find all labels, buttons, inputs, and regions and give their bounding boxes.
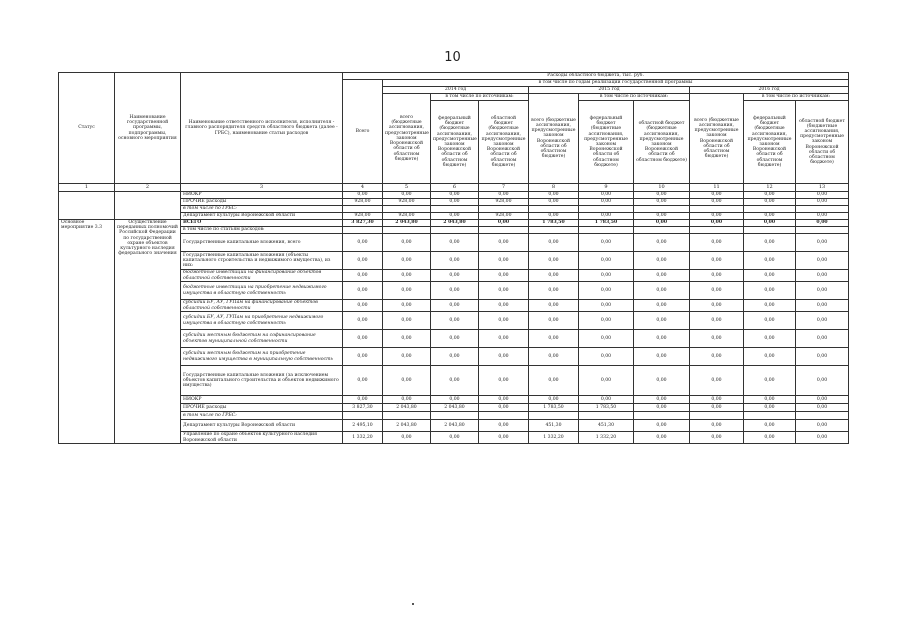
- row-value: 0,00: [690, 366, 744, 396]
- header-col-federal-2016: федеральный бюджет (бюджетные ассигнования, предусмотренные законом Воронежской области об областном бюджете): [744, 101, 796, 184]
- row-value: 0,00: [383, 282, 431, 300]
- row-value: 0,00: [479, 270, 529, 282]
- column-number: 2: [115, 184, 181, 192]
- row-value: [343, 227, 383, 234]
- header-col-regional-2015: областной бюджет (бюджетные ассигнования, предусмотренные законом Воронежской области об областном бюджете): [634, 101, 690, 184]
- row-value: [690, 412, 744, 420]
- row-value: 0,00: [796, 404, 849, 412]
- row-value: 0,00: [479, 192, 529, 199]
- table-row: [59, 220, 849, 227]
- row-value: 0,00: [383, 312, 431, 330]
- row-value: 0,00: [796, 348, 849, 366]
- row-value: 0,00: [383, 270, 431, 282]
- row-value: [796, 206, 849, 213]
- row-value: [479, 412, 529, 420]
- row-value: 0,00: [796, 192, 849, 199]
- row-value: 0,00: [690, 312, 744, 330]
- row-value: 0,00: [343, 234, 383, 252]
- row-value: 0,00: [744, 213, 796, 220]
- row-value: 0,00: [529, 330, 579, 348]
- column-number: 4: [343, 184, 383, 192]
- row-value: 0,00: [579, 252, 634, 270]
- row-value: 451,30: [579, 420, 634, 432]
- row-value: 2 495,10: [343, 420, 383, 432]
- row-value: 0,00: [343, 348, 383, 366]
- row-value: 0,00: [796, 432, 849, 444]
- row-value: 928,00: [383, 213, 431, 220]
- row-value: 1 332,20: [529, 432, 579, 444]
- header-col-regional-2014: областной бюджет (бюджетные ассигнования, предусмотренные законом Воронежской области об областном бюджете): [479, 101, 529, 184]
- row-value: 0,00: [744, 252, 796, 270]
- row-value: 0,00: [634, 366, 690, 396]
- row-value: 0,00: [744, 312, 796, 330]
- row-label: субсидии местным бюджетам на софинансирование объектов муниципальной собственности: [181, 330, 343, 348]
- row-value: [343, 206, 383, 213]
- row-value: 0,00: [634, 404, 690, 412]
- row-value: 0,00: [690, 199, 744, 206]
- row-value: 0,00: [383, 234, 431, 252]
- row-value: 0,00: [383, 192, 431, 199]
- row-value: 0,00: [579, 366, 634, 396]
- header-col-federal-2014: федеральный бюджет (бюджетные ассигнования, предусмотренные законом Воронежской области об областном бюджете): [431, 101, 479, 184]
- row-value: [343, 412, 383, 420]
- row-value: [383, 227, 431, 234]
- row-value: 0,00: [529, 192, 579, 199]
- row-value: [479, 227, 529, 234]
- row-value: 0,00: [579, 282, 634, 300]
- row-value: 0,00: [634, 300, 690, 312]
- header-col-all-2014: всего (бюджетные ассигнования, предусмотренные законом Воронежской области об областном бюджете): [383, 94, 431, 184]
- row-value: 0,00: [383, 348, 431, 366]
- row-label: Государственные капитальные вложения, всего: [181, 234, 343, 252]
- row-value: 0,00: [579, 192, 634, 199]
- column-number: 5: [383, 184, 431, 192]
- expenses-table: [58, 72, 849, 444]
- row-value: 0,00: [383, 432, 431, 444]
- row-value: 0,00: [634, 312, 690, 330]
- row-value: 0,00: [529, 252, 579, 270]
- column-number: 7: [479, 184, 529, 192]
- row-value: 0,00: [796, 199, 849, 206]
- row-value: 0,00: [479, 300, 529, 312]
- row-value: [529, 412, 579, 420]
- row-value: 0,00: [690, 420, 744, 432]
- row-value: [744, 412, 796, 420]
- row-value: 0,00: [343, 270, 383, 282]
- row-value: 0,00: [796, 220, 849, 227]
- row-label: НИОКР: [181, 396, 343, 404]
- row-value: 0,00: [744, 432, 796, 444]
- row-value: 0,00: [479, 348, 529, 366]
- row-value: 0,00: [343, 252, 383, 270]
- row-value: 0,00: [529, 270, 579, 282]
- row-value: 0,00: [744, 234, 796, 252]
- row-value: 0,00: [634, 330, 690, 348]
- row-value: 1 783,50: [529, 404, 579, 412]
- row-value: 0,00: [383, 396, 431, 404]
- row-value: [431, 206, 479, 213]
- row-value: 0,00: [579, 312, 634, 330]
- row-value: 0,00: [431, 396, 479, 404]
- row-value: [529, 227, 579, 234]
- row-value: 0,00: [479, 312, 529, 330]
- row-value: [634, 412, 690, 420]
- column-number: 12: [744, 184, 796, 192]
- event-name: Осуществление переданных полномочий Российской Федерации по государственной охране объектов культурного наследия федерального значения: [115, 220, 181, 444]
- row-value: 0,00: [634, 199, 690, 206]
- row-label: ПРОЧИЕ расходы: [181, 199, 343, 206]
- row-value: 0,00: [634, 220, 690, 227]
- row-value: 0,00: [431, 312, 479, 330]
- row-value: 0,00: [579, 234, 634, 252]
- row-value: [383, 412, 431, 420]
- row-label: НИОКР: [181, 192, 343, 199]
- row-value: [383, 206, 431, 213]
- row-value: 0,00: [383, 252, 431, 270]
- row-value: 0,00: [744, 404, 796, 412]
- header-col-federal-2015: федеральный бюджет (бюджетные ассигнования, предусмотренные законом Воронежской области об областном бюджете): [579, 101, 634, 184]
- row-value: 0,00: [796, 420, 849, 432]
- row-value: 0,00: [634, 420, 690, 432]
- row-value: 0,00: [744, 396, 796, 404]
- row-value: 0,00: [634, 348, 690, 366]
- row-value: 0,00: [479, 366, 529, 396]
- row-value: 2 043,80: [431, 220, 479, 227]
- row-value: 0,00: [690, 270, 744, 282]
- row-value: 2 043,80: [383, 404, 431, 412]
- row-value: 0,00: [479, 252, 529, 270]
- row-value: 0,00: [634, 282, 690, 300]
- row-value: 0,00: [431, 348, 479, 366]
- name-cell-empty: [115, 192, 181, 220]
- row-value: 0,00: [690, 432, 744, 444]
- row-value: 0,00: [343, 312, 383, 330]
- row-label: в том числе по ГРБС:: [181, 206, 343, 213]
- row-value: [529, 206, 579, 213]
- header-sources-2016: в том числе по источникам:: [744, 94, 849, 101]
- row-value: 0,00: [744, 192, 796, 199]
- row-value: 0,00: [579, 348, 634, 366]
- row-value: 1 332,20: [579, 432, 634, 444]
- row-value: 0,00: [634, 234, 690, 252]
- row-value: 0,00: [579, 300, 634, 312]
- row-value: 0,00: [690, 300, 744, 312]
- scan-dot: [412, 603, 414, 605]
- row-value: 2 043,80: [431, 420, 479, 432]
- header-sources-2014: в том числе по источникам:: [431, 94, 529, 101]
- row-value: 0,00: [343, 396, 383, 404]
- column-number: 11: [690, 184, 744, 192]
- row-value: 0,00: [796, 234, 849, 252]
- column-number: 10: [634, 184, 690, 192]
- row-value: 0,00: [634, 213, 690, 220]
- row-value: 0,00: [796, 270, 849, 282]
- row-value: 0,00: [744, 220, 796, 227]
- header-year-2015: 2015 год: [529, 87, 690, 94]
- row-value: [634, 206, 690, 213]
- page-number: 10: [444, 50, 461, 65]
- row-label: в том числе по ГРБС:: [181, 412, 343, 420]
- header-col-all-2015: всего (бюджетные ассигнования, предусмотренные законом Воронежской области об областном бюджете): [529, 94, 579, 184]
- row-value: 0,00: [479, 432, 529, 444]
- row-value: 0,00: [579, 213, 634, 220]
- row-value: 0,00: [343, 300, 383, 312]
- row-label: Департамент культуры Воронежской области: [181, 213, 343, 220]
- row-value: 0,00: [744, 270, 796, 282]
- row-value: 0,00: [796, 312, 849, 330]
- row-value: 0,00: [529, 396, 579, 404]
- row-value: 0,00: [431, 252, 479, 270]
- row-value: 0,00: [431, 330, 479, 348]
- row-value: 0,00: [690, 348, 744, 366]
- row-label: субсидии местным бюджетам на приобретение недвижимого имущества в муниципальную собственность: [181, 348, 343, 366]
- row-value: 928,00: [383, 199, 431, 206]
- row-value: 0,00: [796, 213, 849, 220]
- row-label: субсидии БУ, АУ, ГУПам на приобретение недвижимого имущества в областную собственность: [181, 312, 343, 330]
- row-value: 0,00: [744, 420, 796, 432]
- row-label: Департамент культуры Воронежской области: [181, 420, 343, 432]
- row-value: 0,00: [529, 282, 579, 300]
- row-value: 928,00: [343, 213, 383, 220]
- row-label: ПРОЧИЕ расходы: [181, 404, 343, 412]
- row-value: 0,00: [529, 300, 579, 312]
- row-label: бюджетные инвестиции на финансирование объектов областной собственности: [181, 270, 343, 282]
- column-number: 9: [579, 184, 634, 192]
- event-status: Основное мероприятие 3.3: [59, 220, 115, 444]
- row-value: 928,00: [479, 199, 529, 206]
- column-number: 1: [59, 184, 115, 192]
- row-value: [744, 227, 796, 234]
- row-value: 0,00: [744, 199, 796, 206]
- row-value: 0,00: [479, 396, 529, 404]
- row-value: 0,00: [579, 199, 634, 206]
- row-value: 928,00: [479, 213, 529, 220]
- row-label: Управление по охране объектов культурного наследия Воронежской области: [181, 432, 343, 444]
- row-value: [744, 206, 796, 213]
- row-value: 3 827,30: [343, 404, 383, 412]
- row-value: 0,00: [479, 420, 529, 432]
- row-value: 0,00: [744, 366, 796, 396]
- row-value: 0,00: [690, 404, 744, 412]
- row-value: 0,00: [479, 220, 529, 227]
- row-value: 0,00: [690, 282, 744, 300]
- header-col-all-2016: всего (бюджетные ассигнования, предусмотренные законом Воронежской области об областном бюджете): [690, 94, 744, 184]
- row-value: 0,00: [690, 234, 744, 252]
- row-value: 0,00: [690, 252, 744, 270]
- row-value: [579, 412, 634, 420]
- row-value: 0,00: [529, 366, 579, 396]
- header-year-2016: 2016 год: [690, 87, 849, 94]
- row-value: 1 332,20: [343, 432, 383, 444]
- row-label: в том числе по статьям расходов:: [181, 227, 343, 234]
- row-label: ВСЕГО: [181, 220, 343, 227]
- row-value: [479, 206, 529, 213]
- row-value: [634, 227, 690, 234]
- row-value: 0,00: [744, 282, 796, 300]
- row-value: 0,00: [796, 252, 849, 270]
- row-value: 0,00: [690, 330, 744, 348]
- row-value: 0,00: [383, 300, 431, 312]
- row-value: 0,00: [383, 366, 431, 396]
- row-value: 0,00: [431, 300, 479, 312]
- column-number: 3: [181, 184, 343, 192]
- row-value: 0,00: [796, 300, 849, 312]
- row-value: [796, 412, 849, 420]
- column-number: 8: [529, 184, 579, 192]
- row-value: 0,00: [796, 330, 849, 348]
- row-value: [431, 227, 479, 234]
- row-value: 928,00: [343, 199, 383, 206]
- row-value: 0,00: [529, 312, 579, 330]
- row-value: 0,00: [431, 234, 479, 252]
- row-value: 0,00: [796, 366, 849, 396]
- row-value: 0,00: [343, 366, 383, 396]
- row-value: 0,00: [479, 234, 529, 252]
- row-value: 0,00: [634, 192, 690, 199]
- header-including-program: в том числе по годам реализации государственной программы: [383, 80, 849, 87]
- row-value: 0,00: [579, 270, 634, 282]
- row-value: 2 043,80: [431, 404, 479, 412]
- row-value: 2 043,80: [383, 220, 431, 227]
- column-number: 13: [796, 184, 849, 192]
- row-value: 0,00: [529, 199, 579, 206]
- row-value: 0,00: [431, 270, 479, 282]
- row-value: 3 827,30: [343, 220, 383, 227]
- row-value: 0,00: [529, 348, 579, 366]
- row-value: 0,00: [690, 192, 744, 199]
- row-value: 0,00: [634, 432, 690, 444]
- row-value: 0,00: [529, 213, 579, 220]
- table-row: [59, 192, 849, 199]
- row-label: Государственные капитальные вложения (за исключением объектов капитального строительства и объектов недвижимого имущества): [181, 366, 343, 396]
- row-value: 0,00: [343, 330, 383, 348]
- row-value: 1 783,50: [529, 220, 579, 227]
- row-value: 0,00: [383, 330, 431, 348]
- status-cell-empty: [59, 192, 115, 220]
- row-value: 0,00: [744, 330, 796, 348]
- row-value: 0,00: [431, 213, 479, 220]
- row-value: 0,00: [431, 192, 479, 199]
- row-value: 0,00: [479, 330, 529, 348]
- row-value: 0,00: [690, 396, 744, 404]
- row-value: 451,30: [529, 420, 579, 432]
- row-value: 0,00: [343, 192, 383, 199]
- header-program-name: Наименование государственной программы, подпрограммы, основного мероприятия: [115, 73, 181, 184]
- row-label: субсидии БУ, АУ, ГУПам на финансирование объектов областной собственности: [181, 300, 343, 312]
- row-value: 0,00: [690, 213, 744, 220]
- row-value: 0,00: [431, 282, 479, 300]
- row-value: 0,00: [431, 199, 479, 206]
- row-value: 0,00: [343, 282, 383, 300]
- header-sources-2015: в том числе по источникам:: [579, 94, 690, 101]
- row-value: 0,00: [744, 348, 796, 366]
- row-value: [796, 227, 849, 234]
- row-value: 0,00: [634, 252, 690, 270]
- row-value: 0,00: [431, 432, 479, 444]
- row-value: 2 043,80: [383, 420, 431, 432]
- row-value: 1 783,50: [579, 220, 634, 227]
- row-label: Государственные капитальные вложения (объекты капитального строительства и недвижимого имущества), из них:: [181, 252, 343, 270]
- column-number: 6: [431, 184, 479, 192]
- row-value: [690, 227, 744, 234]
- row-value: 0,00: [579, 396, 634, 404]
- row-value: [579, 206, 634, 213]
- row-value: 0,00: [744, 300, 796, 312]
- row-value: 0,00: [529, 234, 579, 252]
- row-value: 0,00: [796, 282, 849, 300]
- row-value: [579, 227, 634, 234]
- row-value: 0,00: [479, 404, 529, 412]
- row-value: 0,00: [634, 270, 690, 282]
- row-value: 0,00: [634, 396, 690, 404]
- header-year-2014: 2014 год: [383, 87, 529, 94]
- row-label: бюджетные инвестиции на приобретение недвижимого имущества в областную собственность: [181, 282, 343, 300]
- row-value: 1 783,50: [579, 404, 634, 412]
- row-value: [431, 412, 479, 420]
- header-total: Всего: [343, 80, 383, 184]
- row-value: 0,00: [479, 282, 529, 300]
- row-value: [690, 206, 744, 213]
- row-value: 0,00: [431, 366, 479, 396]
- row-value: 0,00: [579, 330, 634, 348]
- row-value: 0,00: [690, 220, 744, 227]
- row-value: 0,00: [796, 396, 849, 404]
- header-executor: Наименование ответственного исполнителя, исполнителя - главного распорядителя средств областного бюджета (далее - ГРБС), наименование статьи расходов: [181, 73, 343, 184]
- header-col-regional-2016: областной бюджет (бюджетные ассигнования, предусмотренные законом Воронежской области об областном бюджете): [796, 101, 849, 184]
- header-expenses-title: Расходы областного бюджета, тыс. руб.: [343, 73, 849, 80]
- header-status: Статус: [59, 73, 115, 184]
